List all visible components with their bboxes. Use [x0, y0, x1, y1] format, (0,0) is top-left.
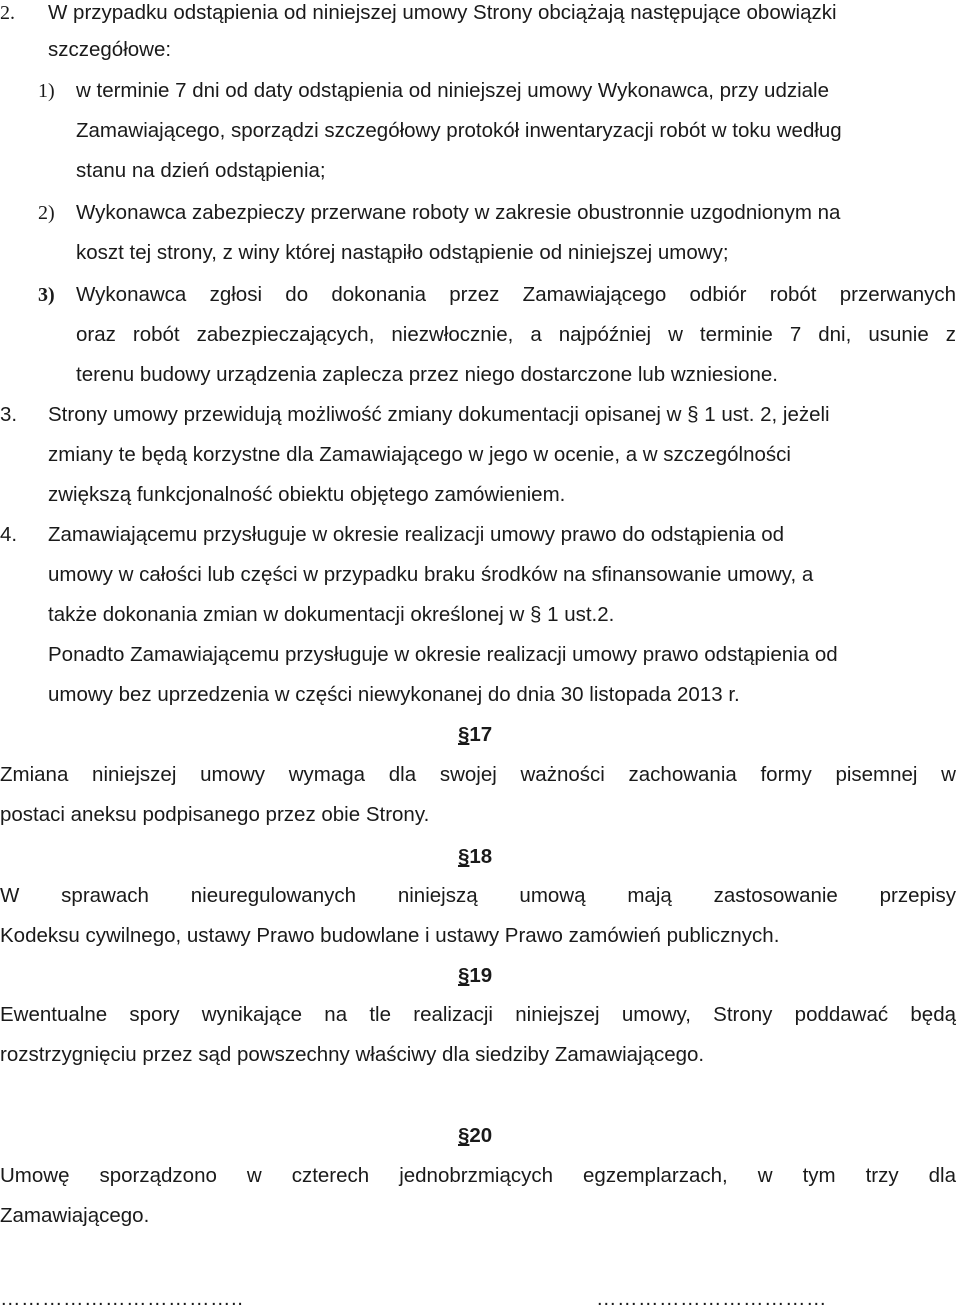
paragraph-line: postaci aneksu podpisanego przez obie Strony. [0, 803, 430, 826]
section-heading-17 [458, 723, 492, 747]
paragraph-line: szczegółowe: [48, 38, 172, 61]
paragraph-line: stanu na dzień odstąpienia; [76, 159, 326, 182]
paragraph-line: Ponadto Zamawiającemu przysługuje w okresie realizacji umowy prawo odstąpienia od [48, 643, 838, 666]
section-number: 19 [469, 964, 493, 987]
paragraph-line: Zamawiającego. [0, 1204, 150, 1227]
section-number: 18 [469, 845, 493, 868]
item-number: 3. [0, 403, 18, 426]
subitem-number: 2) [38, 202, 55, 224]
paragraph-line: w terminie 7 dni od daty odstąpienia od niniejszej umowy Wykonawca, przy udziale [76, 79, 830, 102]
item-number: 2. [0, 2, 15, 24]
paragraph-sign: § [458, 1124, 470, 1147]
section-heading-20 [458, 1124, 492, 1148]
section-number: 20 [469, 1124, 493, 1147]
paragraph-sign: § [458, 845, 470, 868]
paragraph-line: zmiany te będą korzystne dla Zamawiającego w jego w ocenie, a w szczególności [48, 443, 791, 466]
paragraph-line: Zamawiającego, sporządzi szczegółowy protokół inwentaryzacji robót w toku według [76, 119, 842, 142]
paragraph-line: koszt tej strony, z winy której nastąpiło odstąpienie od niniejszej umowy; [76, 241, 729, 264]
paragraph-line: Zmiana niniejszej umowy wymaga dla swojej ważności zachowania formy pisemnej w [0, 763, 956, 786]
signature-line-left: …………………………….. [0, 1287, 244, 1310]
section-number: 17 [469, 723, 493, 746]
paragraph-line: Strony umowy przewidują możliwość zmiany dokumentacji opisanej w § 1 ust. 2, jeżeli [48, 403, 830, 426]
signature-line-right: …………………………… [596, 1287, 827, 1310]
subitem-number: 3) [38, 284, 55, 306]
paragraph-line: zwiększą funkcjonalność obiektu objętego zamówieniem. [48, 483, 566, 506]
paragraph-line: Zamawiającemu przysługuje w okresie realizacji umowy prawo do odstąpienia od [48, 523, 785, 546]
paragraph-line: Wykonawca zabezpieczy przerwane roboty w zakresie obustronnie uzgodnionym na [76, 201, 841, 224]
paragraph-line: Kodeksu cywilnego, ustawy Prawo budowlane i ustawy Prawo zamówień publicznych. [0, 924, 780, 947]
paragraph-line: Ewentualne spory wynikające na tle realizacji niniejszej umowy, Strony poddawać będą [0, 1003, 956, 1026]
paragraph-line: W przypadku odstąpienia od niniejszej umowy Strony obciążają następujące obowiązki [48, 1, 837, 24]
section-heading-19 [458, 964, 492, 988]
paragraph-line: także dokonania zmian w dokumentacji określonej w § 1 ust.2. [48, 603, 615, 626]
paragraph-line: Wykonawca zgłosi do dokonania przez Zamawiającego odbiór robót przerwanych [76, 283, 956, 306]
section-heading-18 [458, 845, 492, 869]
paragraph-line: W sprawach nieuregulowanych niniejszą umową mają zastosowanie przepisy [0, 884, 956, 907]
paragraph-line: oraz robót zabezpieczających, niezwłocznie, a najpóźniej w terminie 7 dni, usunie z [76, 323, 956, 346]
paragraph-line: Umowę sporządzono w czterech jednobrzmiących egzemplarzach, w tym trzy dla [0, 1164, 956, 1187]
paragraph-sign: § [458, 964, 470, 987]
paragraph-line: terenu budowy urządzenia zaplecza przez niego dostarczone lub wzniesione. [76, 363, 778, 386]
paragraph-line: umowy bez uprzedzenia w części niewykonanej do dnia 30 listopada 2013 r. [48, 683, 740, 706]
subitem-number: 1) [38, 80, 55, 102]
paragraph-line: rozstrzygnięciu przez sąd powszechny właściwy dla siedziby Zamawiającego. [0, 1043, 705, 1066]
paragraph-line: umowy w całości lub części w przypadku braku środków na sfinansowanie umowy, a [48, 563, 814, 586]
item-number: 4. [0, 523, 18, 546]
paragraph-sign: § [458, 723, 470, 746]
